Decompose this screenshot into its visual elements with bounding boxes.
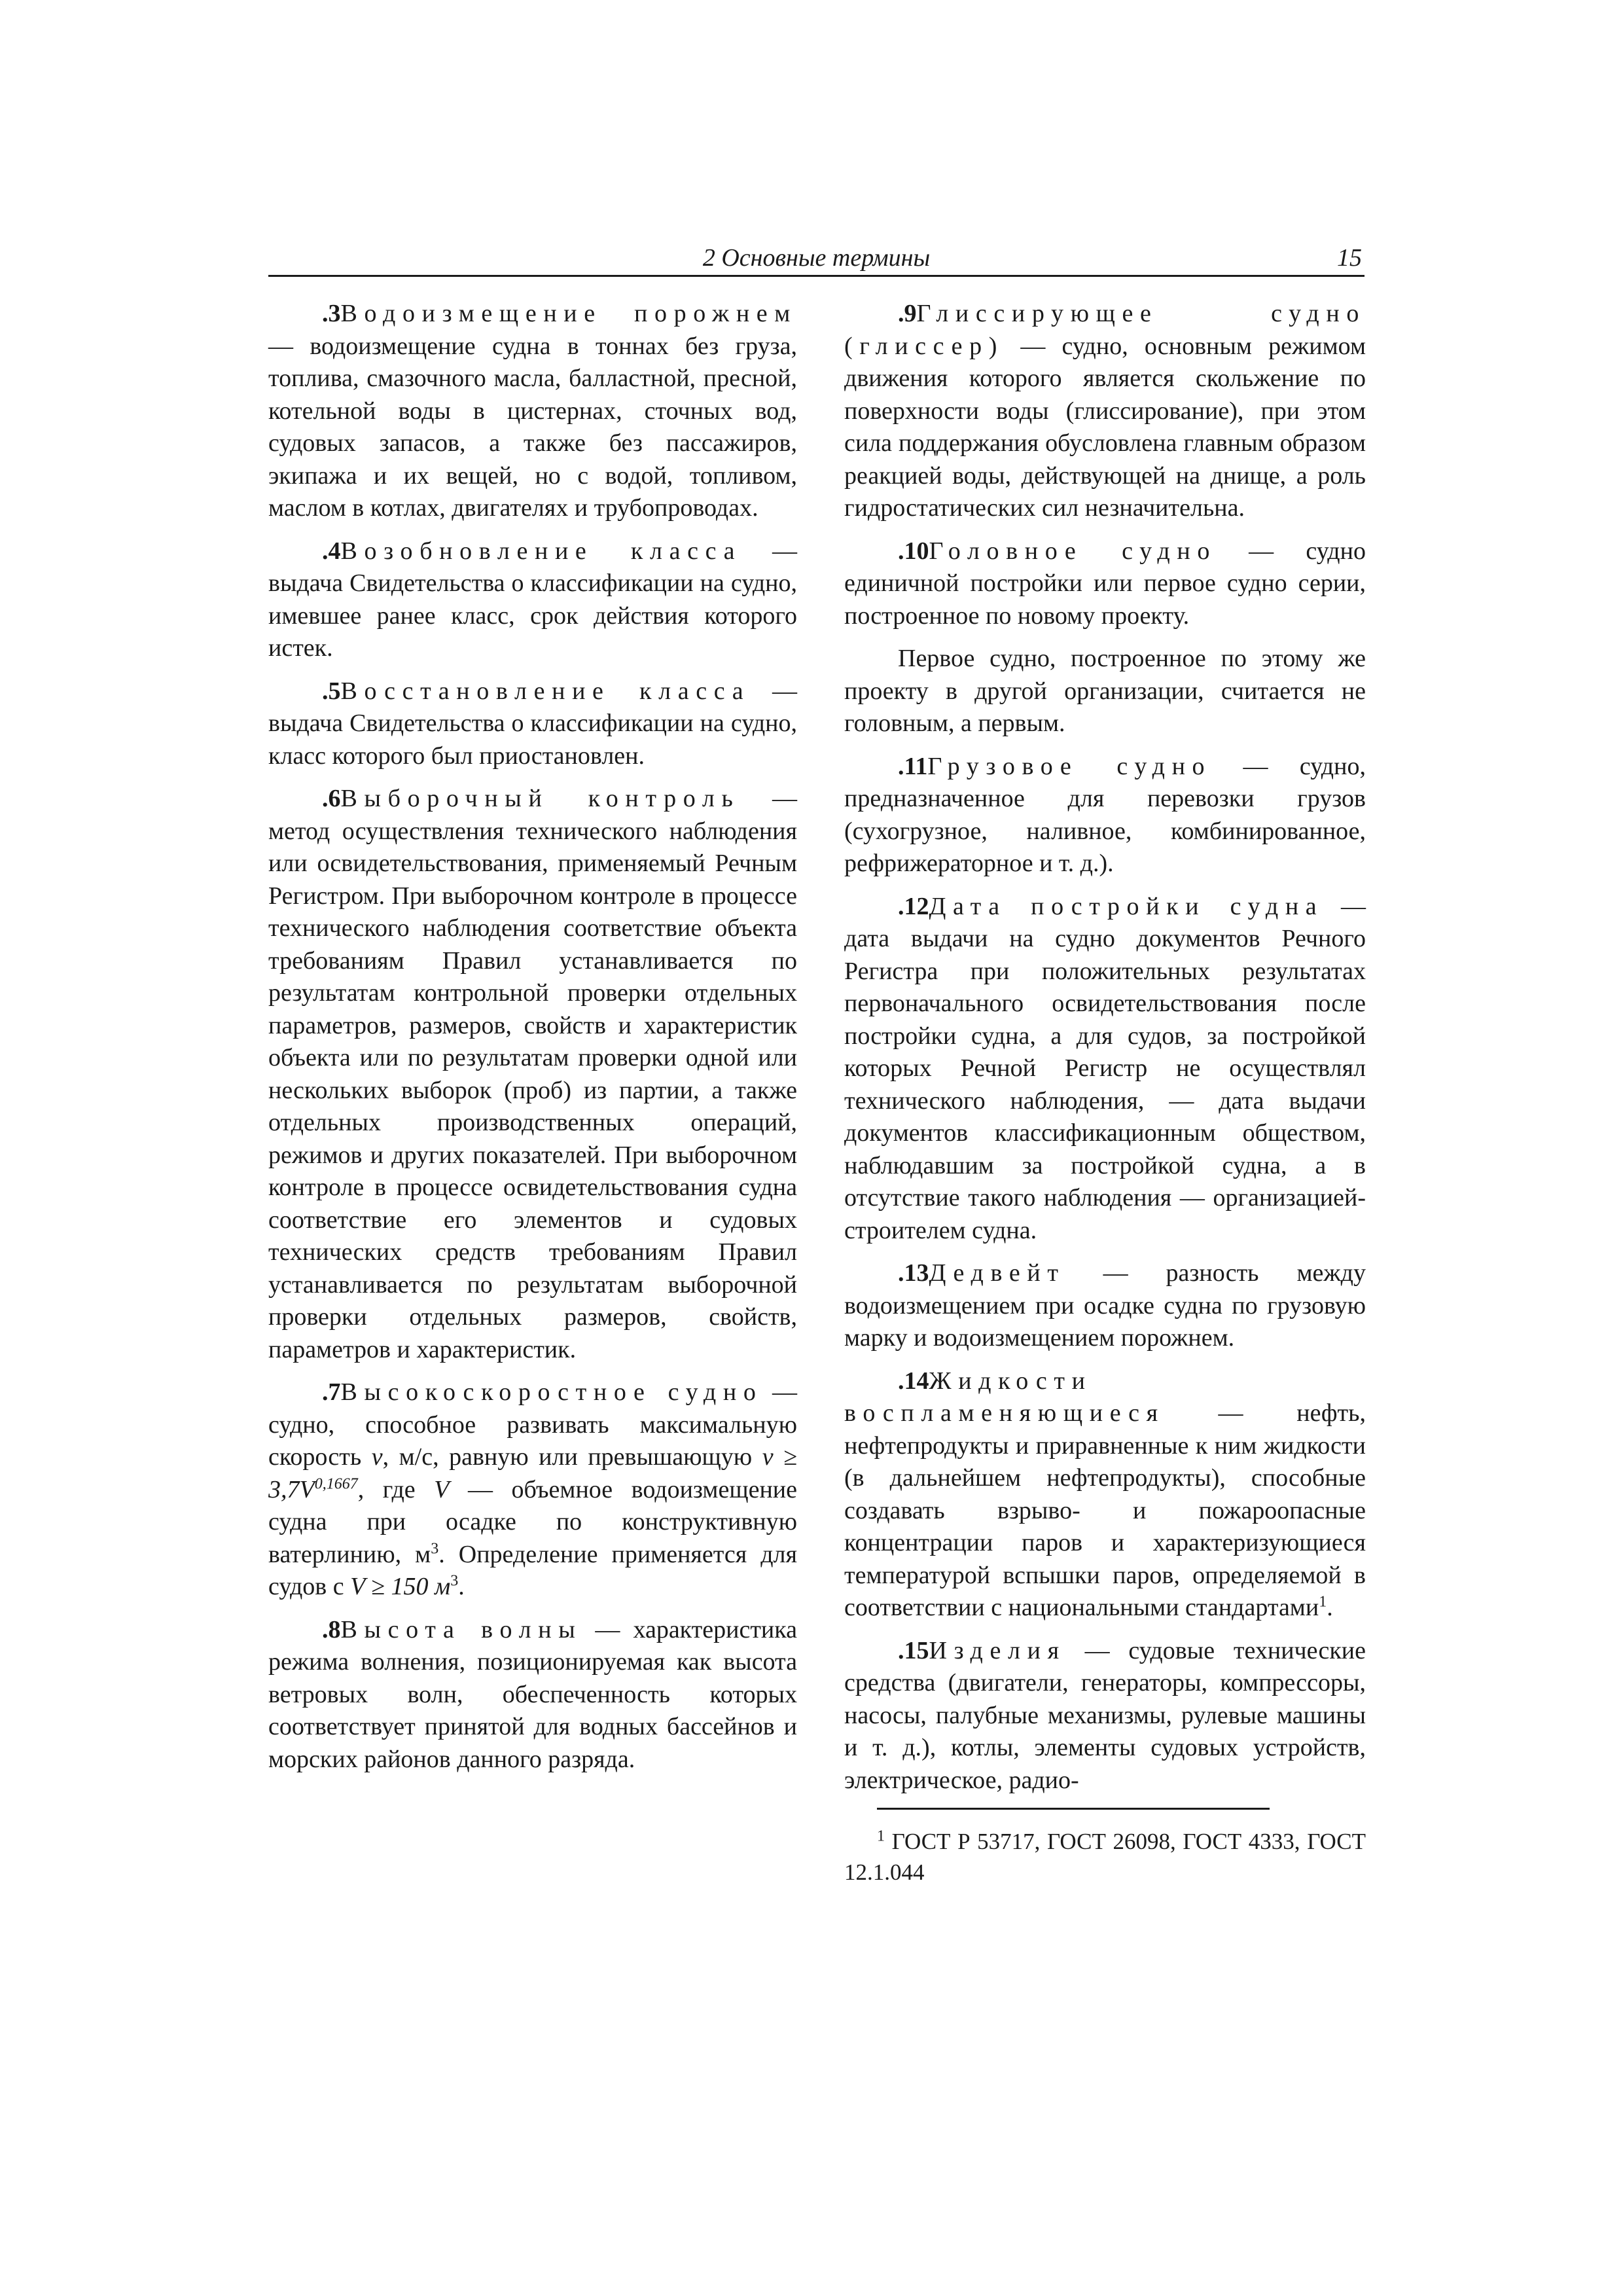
volume-symbol: V xyxy=(434,1475,450,1503)
footnote-body: ГОСТ Р 53717, ГОСТ 26098, ГОСТ 4333, ГОСТ 12.1.044 xyxy=(844,1829,1366,1885)
definition-text: — нефть, нефтепродукты и приравненные к ним жидкости (в дальнейшем нефтепродукты), способные создавать взрыво- и пожароопасные концентрации паров и характеризующиеся температурой вспышки паров, определяемой в соответствии с национальными стандартами xyxy=(844,1399,1366,1621)
definition-14 xyxy=(844,1365,1366,1624)
definition-number: .10 xyxy=(898,537,929,565)
definition-term: Головное судно xyxy=(929,537,1217,565)
definition-term: Выборочный контроль xyxy=(340,785,740,812)
definition-number: .11 xyxy=(898,752,928,780)
volume-condition: V ≥ 150 м xyxy=(350,1573,451,1600)
definition-7 xyxy=(268,1376,797,1604)
definition-text: — выдача Свидетельства о классификации на судно, класс которого был приостановлен. xyxy=(268,677,797,770)
left-column xyxy=(268,298,797,1786)
unit-exponent: 3 xyxy=(431,1539,439,1557)
definition-term: Высокоскоростное судно xyxy=(340,1378,763,1406)
definition-text: — объемное водоизмещение судна при осадке по конструктивную ватерлинию, м xyxy=(268,1475,797,1568)
definition-6 xyxy=(268,783,797,1366)
definition-text: — судно, основным режимом движения которого является скольжение по поверхности воды (глиссирование), при этом сила поддержания обусловлена главным образом реакцией воды, действующей на днище, а роль гидростатических сил незначительна. xyxy=(844,332,1366,522)
definition-text: — дата выдачи на судно документов Речного Регистра при положительных результатах первоначального освидетельствования после постройки судна, а для судов, за постройкой которых Речной Регистр не осуществлял технического наблюдения, — дата выдачи документов классификационным обществом, наблюдавшим за постройкой судна, а в отсутствие такого наблюдения — организацией-строителем судна. xyxy=(844,892,1366,1244)
definition-text: — характеристика режима волнения, позиционируемая как высота ветровых волн, обеспеченность которых соответствует принятой для водных бассейнов и морских районов данного разряда. xyxy=(268,1615,798,1773)
definition-10-note: Первое судно, построенное по этому же проекту в другой организации, считается не головным, а первым. xyxy=(844,645,1366,737)
definition-text: — судно, способное развивать максимальную скорость xyxy=(268,1378,797,1471)
definition-12 xyxy=(844,891,1366,1247)
definition-number: .3 xyxy=(322,300,341,327)
definition-5 xyxy=(268,675,797,773)
definition-13 xyxy=(844,1257,1366,1355)
definition-text: — метод осуществления технического наблюдения или освидетельствования, применяемый Речным Регистром. При выборочном контроле в процессе технического наблюдения соответствие объекта требованиям Правил устанавливается по результатам контрольной проверки отдельных параметров, размеров, свойств и характеристик объекта или по результатам проверки одной или нескольких выборок (проб) из партии, а также отдельных производственных операций, режимов и других показателей. При выборочном контроле в процессе освидетельствования судна соответствие его элементов и судовых технических средств требованиям Правил устанавливается по результатам выборочной проверки отдельных размеров, свойств, параметров и характеристик. xyxy=(268,785,797,1363)
formula-base: v ≥ 3,7V xyxy=(268,1443,797,1503)
definition-8 xyxy=(268,1614,797,1776)
definition-number: .4 xyxy=(322,537,341,565)
definition-text: — судовые технические средства (двигатели, генераторы, компрессоры, насосы, палубные механизмы, рулевые машины и т. д.), котлы, элементы судовых устройств, электрическое, радио- xyxy=(844,1636,1366,1794)
footnote-text xyxy=(844,1826,1366,1888)
definition-text: . xyxy=(458,1573,465,1600)
footnote-mark: 1 xyxy=(877,1827,885,1845)
definition-term: Глиссирующее судно (глиссер) xyxy=(844,300,1366,360)
section-title: 2 Основные термины xyxy=(702,244,931,272)
definition-10 xyxy=(844,535,1366,633)
footnote-divider xyxy=(877,1808,1270,1810)
footnote-reference[interactable]: 1 xyxy=(1319,1593,1327,1611)
definition-text: , м/с, равную или превышающую xyxy=(382,1443,762,1471)
definition-number: .13 xyxy=(898,1259,929,1287)
definition-term: Жидкости воспламеняющиеся xyxy=(844,1367,1165,1427)
definition-number: .7 xyxy=(322,1378,341,1406)
speed-symbol: v xyxy=(371,1443,383,1471)
definition-text: — судно единичной постройки или первое судно серии, построенное по новому проекту. xyxy=(844,537,1366,630)
definition-term: Грузовое судно xyxy=(927,752,1212,780)
definition-term: Восстановление класса xyxy=(340,677,751,705)
definition-term: Изделия xyxy=(929,1636,1066,1664)
definition-term: Дедвейт xyxy=(929,1259,1065,1287)
definition-15 xyxy=(844,1635,1366,1797)
definition-term: Водоизмещение порожнем xyxy=(340,300,797,327)
definition-number: .5 xyxy=(322,677,341,705)
definition-number: .15 xyxy=(898,1636,929,1664)
definition-text: — водоизмещение судна в тоннах без груза, топлива, смазочного масла, балластной, пресной, котельной воды в цистернах, сточных вод, судовых запасов, а также без пассажиров, экипажа и их вещей, но с водой, топливом, маслом в котлах, двигателях и трубопроводах. xyxy=(268,332,797,522)
definition-3 xyxy=(268,298,797,525)
definition-text: — судно, предназначенное для перевозки грузов (сухогрузное, наливное, комбинированное, рефрижераторное и т. д.). xyxy=(844,752,1366,877)
definition-term: Дата постройки судна xyxy=(929,892,1324,920)
definition-text: — выдача Свидетельства о классификации на судно, имевшее ранее класс, срок действия которого истек. xyxy=(268,537,797,662)
definition-number: .9 xyxy=(898,300,917,327)
definition-text: , где xyxy=(357,1475,435,1503)
definition-9 xyxy=(844,298,1366,525)
definition-term: Возобновление класса xyxy=(340,537,742,565)
definition-number: .12 xyxy=(898,892,929,920)
definition-term: Высота волны xyxy=(340,1615,582,1643)
definition-number: .8 xyxy=(322,1615,341,1643)
definition-number: .6 xyxy=(322,785,341,812)
definition-4 xyxy=(268,535,797,665)
page-number: 15 xyxy=(1337,244,1362,272)
definition-11 xyxy=(844,751,1366,880)
definition-text: . Определение применяется для судов с xyxy=(268,1540,797,1600)
running-header xyxy=(268,241,1364,277)
definition-text: . xyxy=(1327,1594,1333,1621)
right-column xyxy=(844,298,1366,1807)
definition-text: — разность между водоизмещением при осадке судна по грузовую марку и водоизмещением порожнем. xyxy=(844,1259,1366,1352)
formula-exponent: 0,1667 xyxy=(314,1475,358,1492)
definition-number: .14 xyxy=(898,1367,929,1395)
unit-exponent: 3 xyxy=(450,1572,459,1590)
footnote xyxy=(844,1826,1366,1888)
